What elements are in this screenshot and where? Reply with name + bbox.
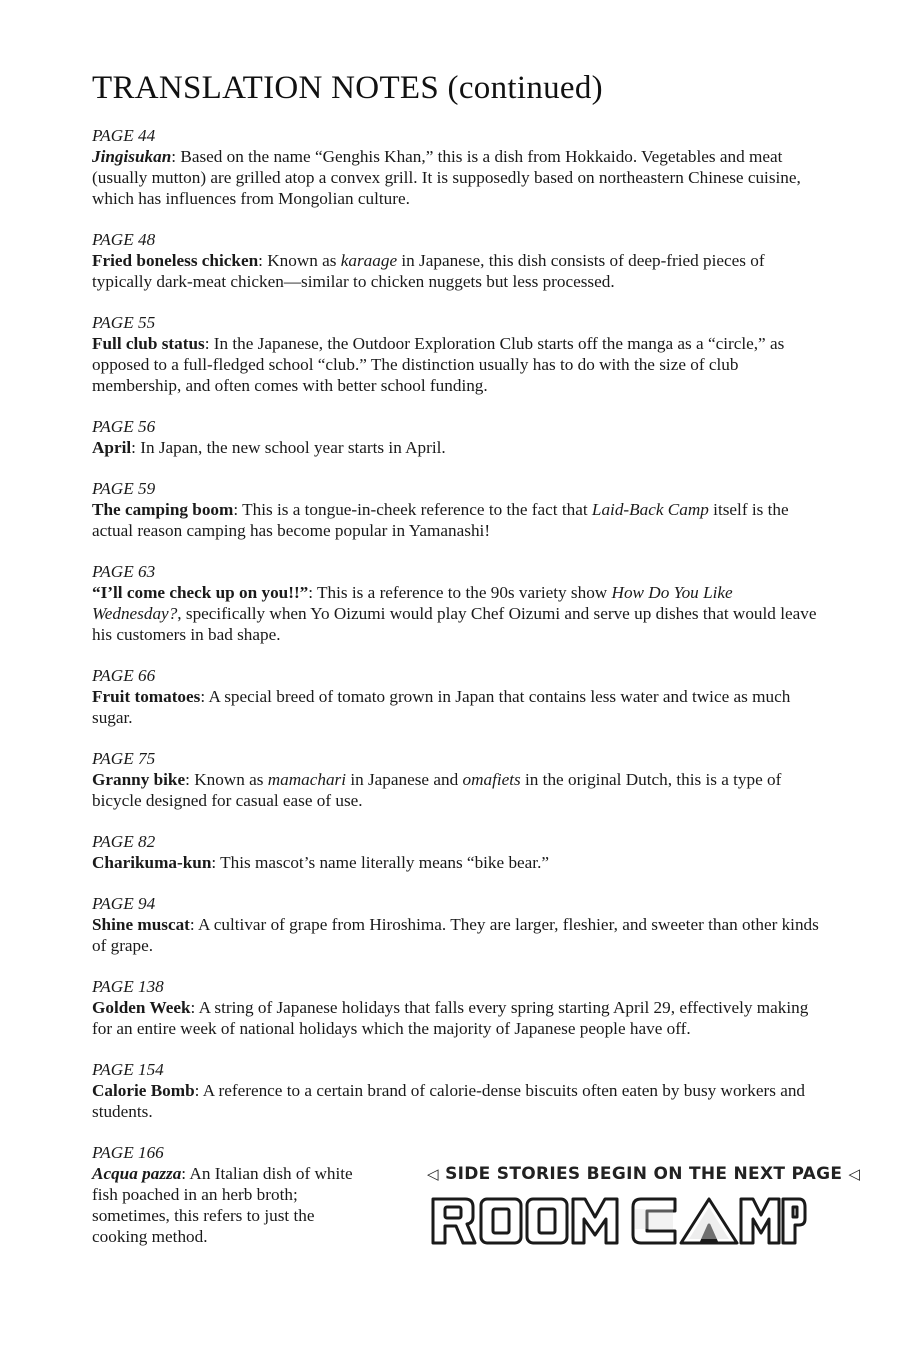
- note-text: : Based on the name “Genghis Khan,” this is a dish from Hokkaido. Vegetables and meat (usually mutton) are grilled atop a convex grill. It is supposedly based on northeastern Chinese cuisine, which has influences from Mongolian culture.: [92, 147, 801, 208]
- note-text: : In the Japanese, the Outdoor Exploration Club starts off the manga as a “circle,” as opposed to a full-fledged school “club.” The distinction usually has to do with the size of club membership, and often comes with better school funding.: [92, 334, 785, 395]
- note-page-number: PAGE 55: [92, 313, 156, 332]
- note-item: [92, 976, 822, 1039]
- note-text: : A string of Japanese holidays that falls every spring starting April 29, effectively making for an entire week of national holidays which the majority of Japanese people have off.: [92, 998, 809, 1038]
- triangle-left-icon: ◁: [427, 1165, 439, 1183]
- note-page-number: PAGE 44: [92, 126, 156, 145]
- page-title: TRANSLATION NOTES (continued): [92, 70, 603, 106]
- note-text: : This mascot’s name literally means “bike bear.”: [211, 853, 550, 872]
- note-text: : Known as: [185, 770, 268, 789]
- note-page-number: PAGE 63: [92, 562, 156, 581]
- note-page-number: PAGE 75: [92, 749, 156, 768]
- notes-list: [92, 125, 861, 1247]
- note-term: Calorie Bomb: [92, 1081, 195, 1100]
- note-page-number: PAGE 48: [92, 230, 156, 249]
- note-text: : This is a reference to the 90s variety show: [308, 583, 612, 602]
- note-term: Full club status: [92, 334, 205, 353]
- note-item: [92, 665, 822, 728]
- note-item: [92, 1059, 822, 1122]
- note-item: [92, 831, 822, 873]
- note-term: The camping boom: [92, 500, 234, 519]
- room-camp-logo: [427, 1193, 807, 1249]
- note-term: Acqua pazza: [92, 1164, 182, 1183]
- note-text: in the original Dutch, this is a type of bicycle designed for casual ease of use.: [92, 770, 782, 810]
- note-page-number: PAGE 66: [92, 666, 156, 685]
- note-item: [92, 748, 822, 811]
- note-text: itself is the actual reason camping has become popular in Yamanashi!: [92, 500, 789, 540]
- note-item: [92, 561, 822, 645]
- translation-notes-page: [92, 70, 861, 1267]
- note-page-number: PAGE 94: [92, 894, 156, 913]
- note-text: in Japanese and: [346, 770, 463, 789]
- note-item: [92, 229, 822, 292]
- note-item: [92, 125, 822, 209]
- note-term: Charikuma-kun: [92, 853, 212, 872]
- note-italic-title: Laid-Back Camp: [591, 500, 709, 519]
- note-term: “I’ll come check up on you!!”: [92, 583, 309, 602]
- note-item: [92, 1142, 362, 1247]
- note-page-number: PAGE 59: [92, 479, 156, 498]
- note-term: Granny bike: [92, 770, 186, 789]
- note-italic-word: mamachari: [267, 770, 347, 789]
- note-item: [92, 312, 822, 396]
- note-text: : In Japan, the new school year starts in April.: [131, 438, 446, 457]
- note-term: Fruit tomatoes: [92, 687, 201, 706]
- note-text: in Japanese, this dish consists of deep-fried pieces of typically dark-meat chicken—similar to chicken nuggets but less processed.: [92, 251, 765, 291]
- note-item: [92, 893, 822, 956]
- note-text: : A special breed of tomato grown in Japan that contains less water and twice as much sugar.: [92, 687, 791, 727]
- note-page-number: PAGE 166: [92, 1143, 164, 1162]
- side-stories-banner: [427, 1164, 861, 1185]
- note-item: [92, 416, 822, 458]
- note-text: : A cultivar of grape from Hiroshima. They are larger, fleshier, and sweeter than other kinds of grape.: [92, 915, 819, 955]
- note-text: : This is a tongue-in-cheek reference to the fact that: [233, 500, 592, 519]
- note-page-number: PAGE 56: [92, 417, 156, 436]
- note-italic-title: How Do You Like Wednesday?: [92, 583, 733, 623]
- note-text: : A reference to a certain brand of calorie-dense biscuits often eaten by busy workers and students.: [92, 1081, 806, 1121]
- side-stories-promo: [427, 1164, 861, 1249]
- last-note-row: [92, 1142, 861, 1247]
- side-stories-text: SIDE STORIES BEGIN ON THE NEXT PAGE: [445, 1164, 843, 1184]
- note-page-number: PAGE 154: [92, 1060, 164, 1079]
- note-term: April: [92, 438, 132, 457]
- note-text: : Known as: [258, 251, 341, 270]
- note-italic-word: omafiets: [462, 770, 521, 789]
- note-page-number: PAGE 138: [92, 977, 164, 996]
- note-term: Golden Week: [92, 998, 191, 1017]
- note-page-number: PAGE 82: [92, 832, 156, 851]
- note-italic-word: karaage: [340, 251, 398, 270]
- note-term: Fried boneless chicken: [92, 251, 259, 270]
- note-item: [92, 478, 822, 541]
- note-term: Jingisukan: [92, 147, 172, 166]
- note-text: , specifically when Yo Oizumi would play Chef Oizumi and serve up dishes that would leave his customers in bad shape.: [92, 604, 817, 644]
- triangle-left-icon: ◁: [848, 1165, 861, 1183]
- note-text: : An Italian dish of white fish poached in an herb broth; sometimes, this refers to just the cooking method.: [92, 1164, 353, 1246]
- note-term: Shine muscat: [92, 915, 190, 934]
